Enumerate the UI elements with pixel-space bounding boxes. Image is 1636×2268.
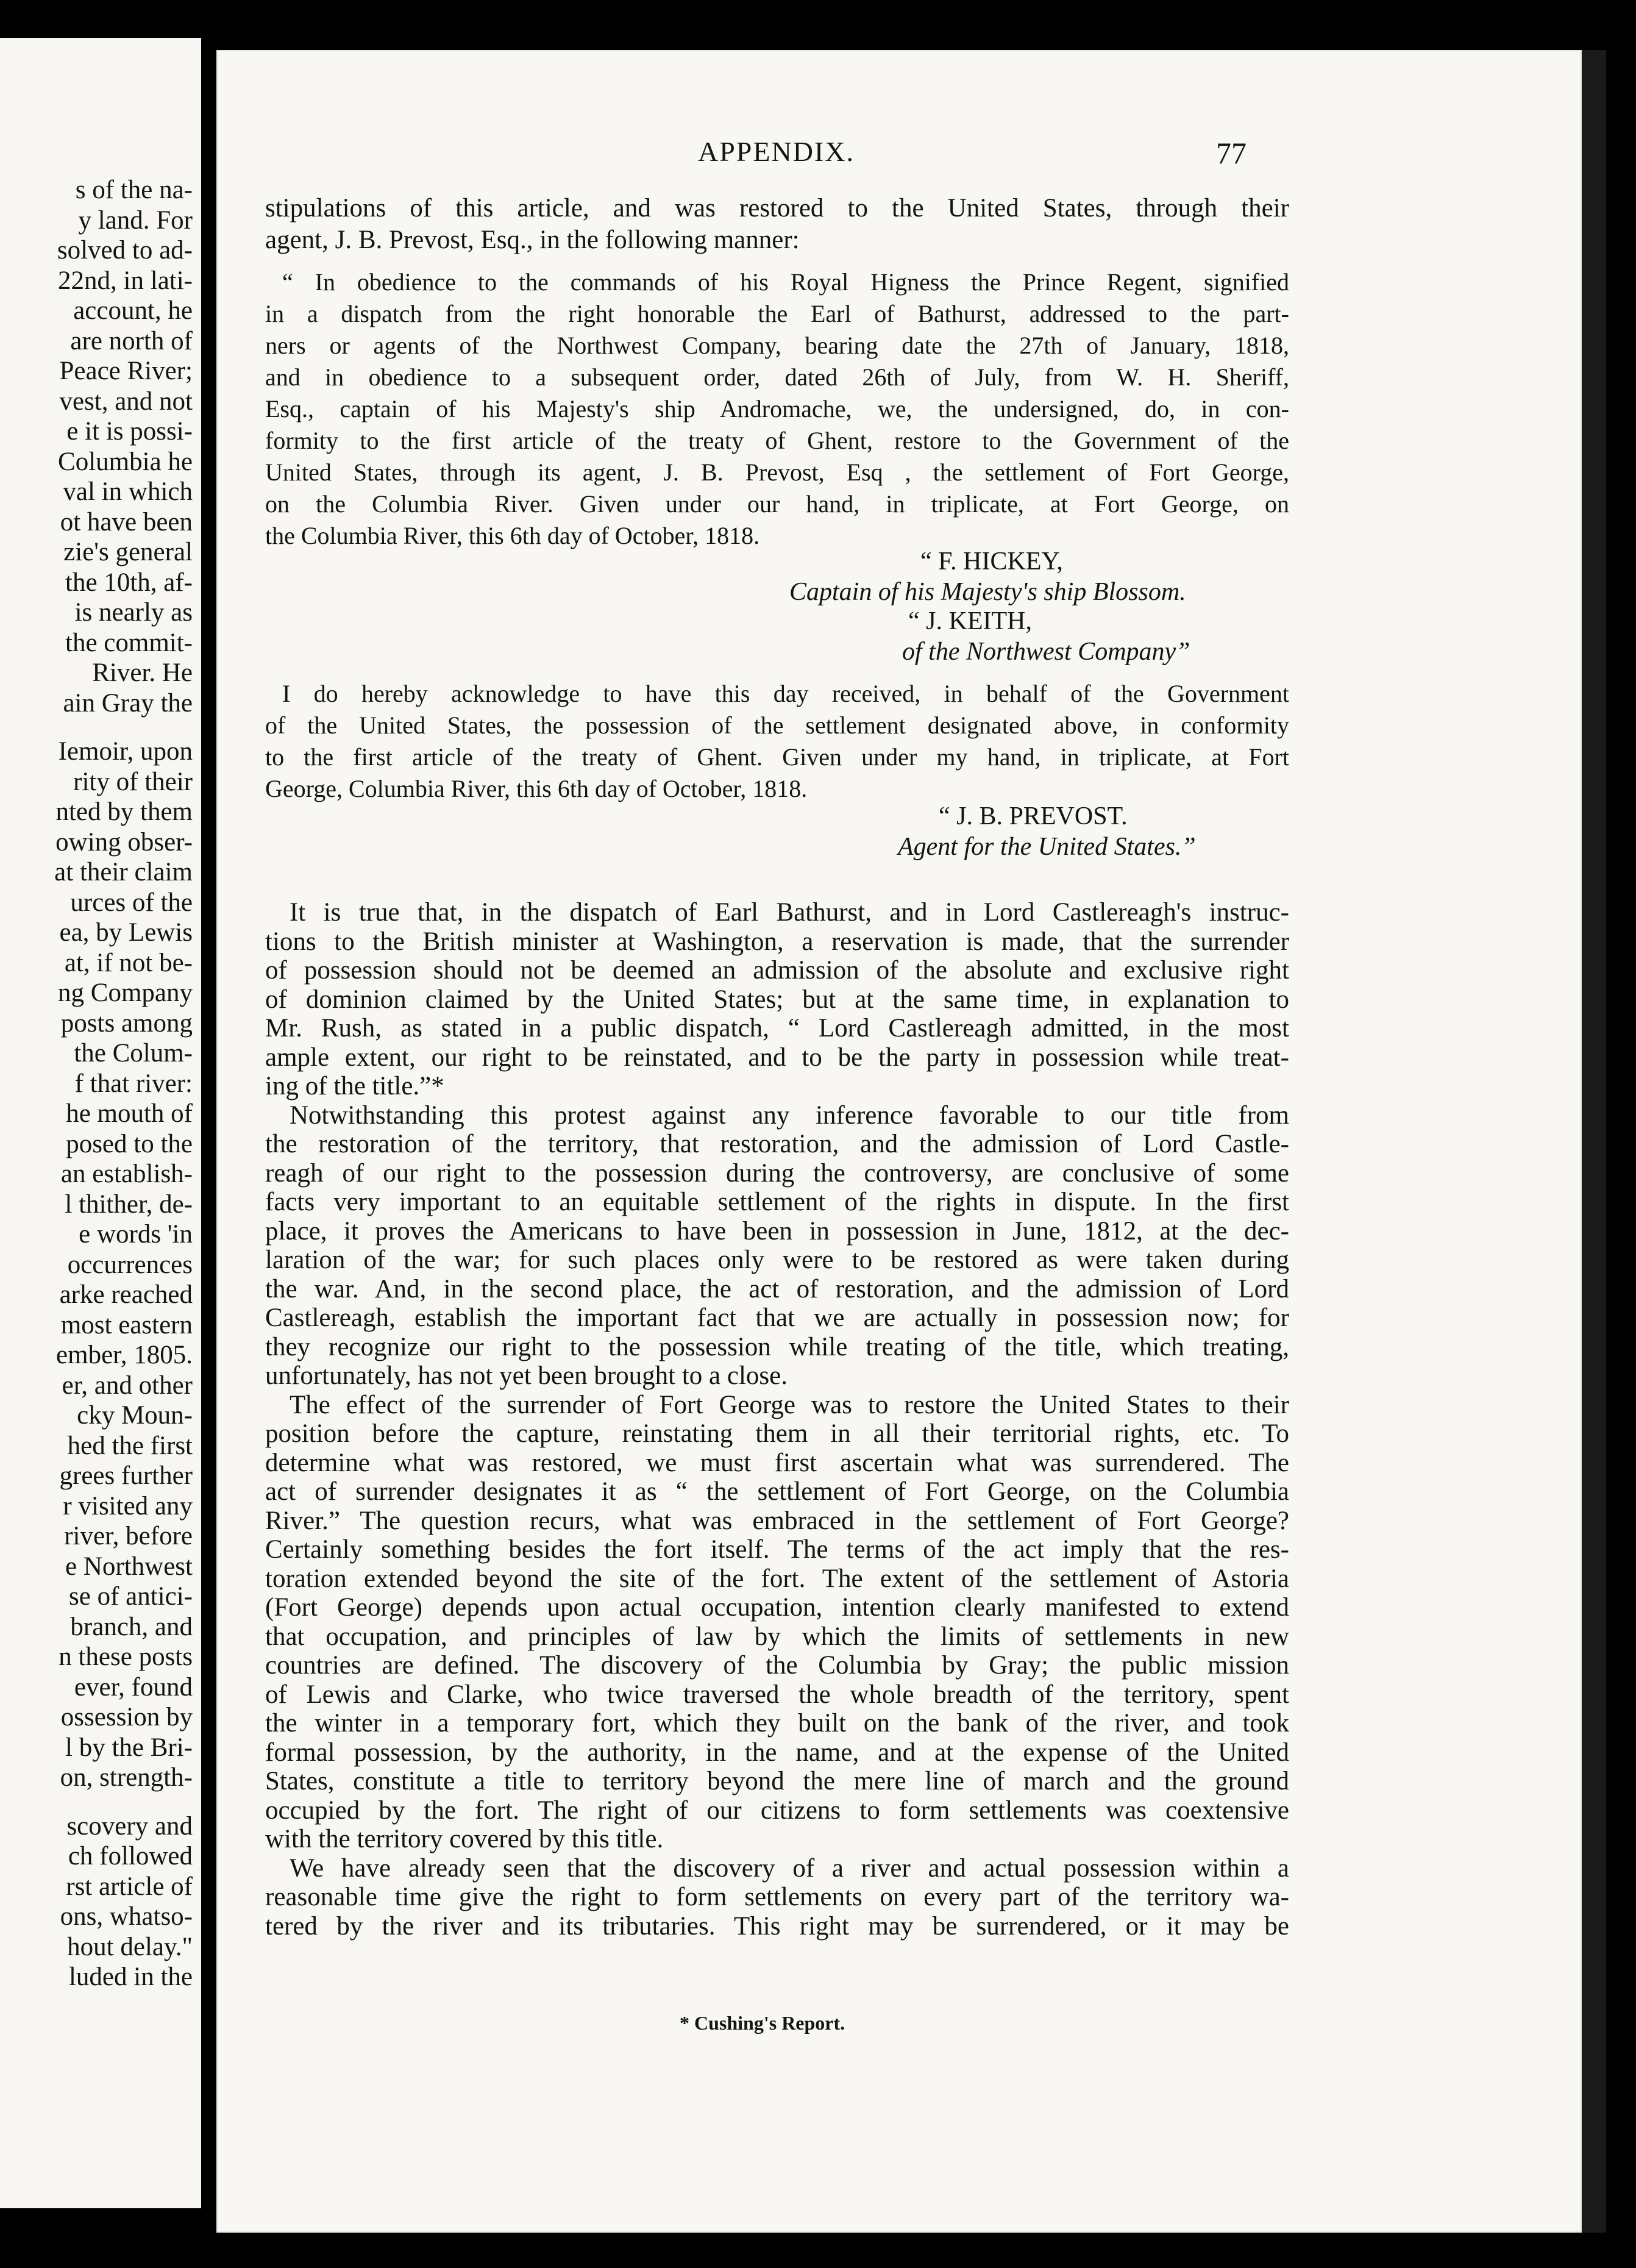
body-line: reasonable time give the right to form settlements on every part of the territory wa- xyxy=(265,1883,1289,1911)
left-page-fragment xyxy=(0,38,201,2208)
left-page-line: vest, and not xyxy=(59,387,193,416)
left-page-line: ea, by Lewis xyxy=(59,918,193,947)
left-page-line: f that river: xyxy=(74,1069,193,1098)
left-page-line: River. He xyxy=(92,658,193,687)
body-line: Notwithstanding this protest against any inference favorable to our title from xyxy=(290,1100,1289,1130)
page xyxy=(216,50,1582,2233)
body-line: they recognize our right to the possession while treating of the title, which treating, xyxy=(265,1332,1289,1361)
body-line: States, constitute a title to territory beyond the mere line of march and the ground xyxy=(265,1767,1289,1795)
left-page-line: l thither, de- xyxy=(65,1189,193,1219)
left-page-line: n these posts xyxy=(59,1642,193,1671)
body-line: that occupation, and principles of law by which the limits of settlements in new xyxy=(265,1622,1289,1651)
body-line: act of surrender designates it as “ the settlement of Fort George, on the Columbia xyxy=(265,1477,1289,1506)
body-line: Castlereagh, establish the important fact that we are actually in possession now; for xyxy=(265,1303,1289,1332)
left-page-line: r visited any xyxy=(63,1491,193,1521)
body-line: formal possession, by the authority, in the name, and at the expense of the United xyxy=(265,1738,1289,1767)
acknowledge-line: I do hereby acknowledge to have this day received, in behalf of the Government xyxy=(282,680,1289,707)
page-edge-shadow xyxy=(1582,50,1606,2233)
body-line: It is true that, in the dispatch of Earl Bathurst, and in Lord Castlereagh's instruc- xyxy=(290,898,1289,927)
left-page-line: ng Company xyxy=(58,979,193,1007)
left-page-line: river, before xyxy=(64,1522,193,1550)
quote-line: ners or agents of the Northwest Company, bearing date the 27th of January, 1818, xyxy=(265,332,1289,359)
left-page-line: an establish- xyxy=(60,1160,193,1188)
left-page-line: at their claim xyxy=(54,858,193,886)
left-page-line: ain Gray the xyxy=(63,688,193,718)
left-page-line: account, he xyxy=(73,296,193,325)
text-line: stipulations of this article, and was restored to the United States, through their xyxy=(265,194,1289,223)
body-line: with the territory covered by this title. xyxy=(265,1825,664,1853)
body-line: occupied by the fort. The right of our citizens to form settlements was coextensive xyxy=(265,1795,1289,1825)
left-page-line: se of antici- xyxy=(69,1582,193,1611)
left-page-line: s of the na- xyxy=(75,176,193,204)
body-line: We have already seen that the discovery of a river and actual possession within a xyxy=(290,1853,1289,1883)
quote-line: in a dispatch from the right honorable the Earl of Bathurst, addressed to the part- xyxy=(265,300,1289,327)
body-line: of possession should not be deemed an admission of the absolute and exclusive right xyxy=(265,956,1289,985)
left-page-line: at, if not be- xyxy=(64,948,193,977)
left-page-line: occurrences xyxy=(67,1250,193,1279)
body-line: the winter in a temporary fort, which they built on the bank of the river, and took xyxy=(265,1709,1289,1738)
page-number: 77 xyxy=(1216,136,1247,170)
left-page-line: ch followed xyxy=(68,1842,193,1870)
left-page-line: posts among xyxy=(60,1008,193,1038)
body-line: unfortunately, has not yet been brought to a close. xyxy=(265,1361,788,1390)
acknowledge-line: George, Columbia River, this 6th day of October, 1818. xyxy=(265,775,808,802)
left-page-line: Columbia he xyxy=(58,447,193,476)
body-line: ample extent, our right to be reinstated, and to be the party in possession while treat- xyxy=(265,1043,1289,1072)
left-page-line: y land. For xyxy=(78,205,193,235)
signature-title: Agent for the United States.” xyxy=(898,833,1196,861)
signature-name: “ J. B. PREVOST. xyxy=(939,802,1128,830)
acknowledge-line: of the United States, the possession of the settlement designated above, in conformity xyxy=(265,711,1289,739)
quote-line: formity to the first article of the treaty of Ghent, restore to the Government of the xyxy=(265,427,1289,454)
left-page-line: scovery and xyxy=(66,1811,193,1841)
left-page-line: the 10th, af- xyxy=(65,568,193,597)
page-header xyxy=(216,50,1582,172)
left-page-line: l by the Bri- xyxy=(65,1733,193,1762)
left-page-line: Iemoir, upon xyxy=(58,737,193,766)
body-line: reagh of our right to the possession during the controversy, are conclusive of some xyxy=(265,1158,1289,1188)
body-line: place, it proves the Americans to have been in possession in June, 1812, at the dec- xyxy=(265,1216,1289,1246)
signature-name: “ F. HICKEY, xyxy=(920,547,1063,576)
footnote: * Cushing's Report. xyxy=(680,2012,845,2034)
left-page-line: hout delay." xyxy=(67,1932,193,1961)
quote-line: the Columbia River, this 6th day of October, 1818. xyxy=(265,522,760,549)
body-line: position before the capture, reinstating them in all their territorial rights, etc. To xyxy=(265,1419,1289,1448)
quote-line: “ In obedience to the commands of his Royal Higness the Prince Regent, signified xyxy=(282,268,1289,296)
left-page-line: solved to ad- xyxy=(57,236,193,265)
left-page-line: he mouth of xyxy=(66,1099,193,1128)
left-page-line: rity of their xyxy=(73,767,193,796)
left-page-line: the Colum- xyxy=(74,1039,193,1068)
left-page-line: val in which xyxy=(63,477,193,506)
left-page-line: is nearly as xyxy=(74,598,193,627)
left-page-line: nted by them xyxy=(55,797,193,826)
left-page-line: Peace River; xyxy=(59,357,193,385)
left-page-line: luded in the xyxy=(68,1963,193,1991)
left-page-line: ot have been xyxy=(60,507,193,537)
quote-line: United States, through its agent, J. B. Prevost, Esq , the settlement of Fort George, xyxy=(265,458,1289,486)
text-line: agent, J. B. Prevost, Esq., in the following manner: xyxy=(265,226,800,254)
left-page-line: ever, found xyxy=(74,1672,193,1702)
body-line: countries are defined. The discovery of the Columbia by Gray; the public mission xyxy=(265,1651,1289,1680)
left-page-line: cky Moun- xyxy=(77,1401,193,1430)
acknowledge-line: to the first article of the treaty of Ghent. Given under my hand, in triplicate, at Fort xyxy=(265,743,1289,771)
body-line: toration extended beyond the site of the fort. The extent of the settlement of Astoria xyxy=(265,1564,1289,1593)
quote-line: on the Columbia River. Given under our hand, in triplicate, at Fort George, on xyxy=(265,490,1289,518)
left-page-line: the commit- xyxy=(65,628,193,657)
body-line: River.” The question recurs, what was embraced in the settlement of Fort George? xyxy=(265,1506,1289,1535)
left-page-line: er, and other xyxy=(62,1371,193,1400)
body-line: Mr. Rush, as stated in a public dispatch, “ Lord Castlereagh admitted, in the most xyxy=(265,1014,1289,1043)
left-page-line: ons, whatso- xyxy=(60,1902,193,1931)
left-page-line: urces of the xyxy=(70,888,193,917)
body-line: laration of the war; for such places only were to be restored as were taken during xyxy=(265,1246,1289,1274)
signature-name: “ J. KEITH, xyxy=(908,607,1032,635)
body-line: tions to the British minister at Washington, a reservation is made, that the surrender xyxy=(265,927,1289,956)
left-page-line: on, strength- xyxy=(60,1763,193,1792)
body-line: ing of the title.”* xyxy=(265,1072,444,1100)
running-header: APPENDIX. xyxy=(698,136,855,167)
left-page-line: e Northwest xyxy=(65,1552,193,1581)
left-page-line: are north of xyxy=(70,326,193,355)
left-page-line: branch, and xyxy=(70,1612,193,1641)
left-page-line: arke reached xyxy=(59,1280,193,1309)
left-page-line: rst article of xyxy=(66,1872,193,1901)
left-page-line: most eastern xyxy=(60,1310,193,1339)
left-page-line: zie's general xyxy=(63,538,193,566)
left-page-line: e it is possi- xyxy=(66,417,193,446)
body-line: The effect of the surrender of Fort George was to restore the United States to their xyxy=(290,1390,1289,1419)
left-page-line: grees further xyxy=(59,1461,193,1490)
left-page-line: 22nd, in lati- xyxy=(58,266,193,295)
signature-title: Captain of his Majesty's ship Blossom. xyxy=(789,578,1186,606)
left-page-line: ember, 1805. xyxy=(56,1341,193,1369)
body-line: of Lewis and Clarke, who twice traversed the whole breadth of the territory, spent xyxy=(265,1680,1289,1709)
left-page-line: hed the first xyxy=(67,1431,193,1460)
quote-line: Esq., captain of his Majesty's ship Andromache, we, the undersigned, do, in con- xyxy=(265,395,1289,423)
body-line: (Fort George) depends upon actual occupation, intention clearly manifested to extend xyxy=(265,1593,1289,1622)
left-page-line: ossession by xyxy=(60,1703,193,1731)
quote-line: and in obedience to a subsequent order, dated 26th of July, from W. H. Sheriff, xyxy=(265,363,1289,391)
body-line: the restoration of the territory, that restoration, and the admission of Lord Castle- xyxy=(265,1130,1289,1158)
body-line: the war. And, in the second place, the act of restoration, and the admission of Lord xyxy=(265,1274,1289,1303)
body-line: determine what was restored, we must first ascertain what was surrendered. The xyxy=(265,1448,1289,1477)
left-page-line: e words 'in xyxy=(79,1220,193,1249)
body-line: facts very important to an equitable settlement of the rights in dispute. In the first xyxy=(265,1188,1289,1216)
left-page-line: owing obser- xyxy=(55,827,193,857)
body-line: of dominion claimed by the United States; but at the same time, in explanation to xyxy=(265,985,1289,1014)
body-line: tered by the river and its tributaries. This right may be surrendered, or it may be xyxy=(265,1911,1289,1941)
signature-title: of the Northwest Company” xyxy=(902,638,1190,666)
body-line: Certainly something besides the fort itself. The terms of the act imply that the res- xyxy=(265,1535,1289,1564)
left-page-line: posed to the xyxy=(66,1129,193,1158)
